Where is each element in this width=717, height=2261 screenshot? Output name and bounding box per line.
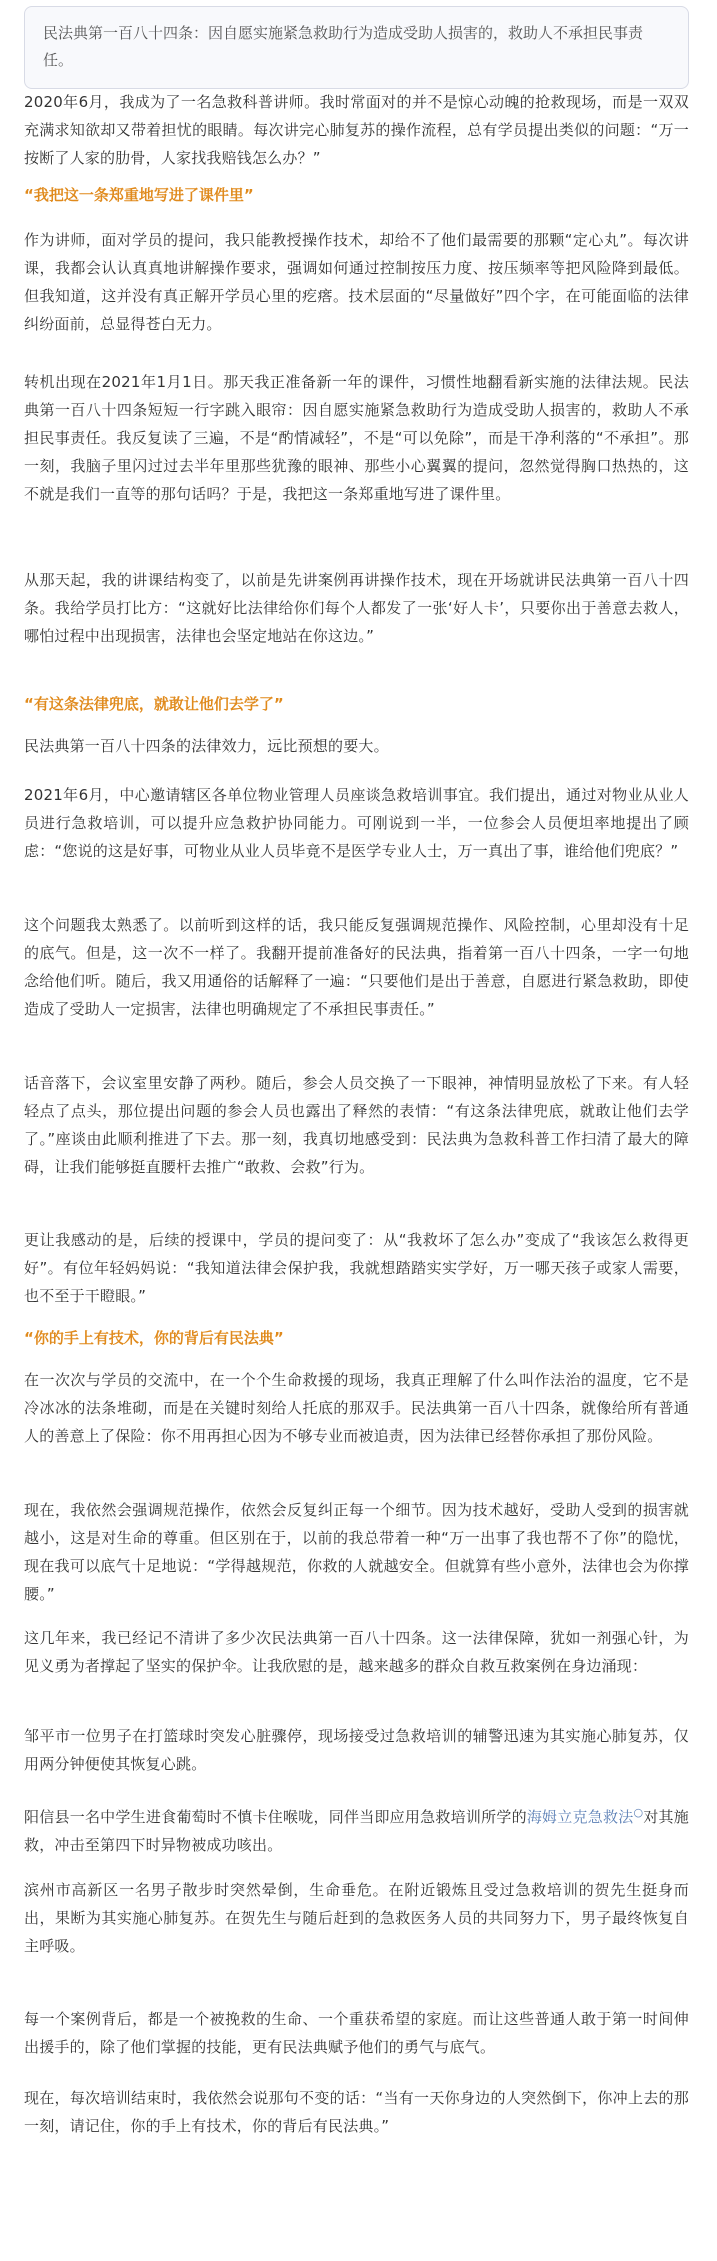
paragraph-text: 作为讲师，面对学员的提问，我只能教授操作技术，却给不了他们最需要的那颗“定心丸”。每次讲课，我都会认认真真地讲解操作要求，强调如何通过控制按压力度、按压频率等把风险降到最低。但我知道，这并没有真正解开学员心里的疙瘩。技术层面的“尽量做好”四个字，在可能面临的法律纠纷面前，总显得苍白无力。: [24, 231, 689, 333]
paragraph-16: [24, 2005, 689, 2061]
paragraph-13: [24, 1722, 689, 1778]
section-heading: “有这条法律兜底，就敢让他们去学了”: [24, 695, 284, 713]
paragraph-text: 现在，每次培训结束时，我依然会说那句不变的话：“当有一天你身边的人突然倒下，你冲上去的那一刻，请记住，你的手上有技术，你的背后有民法典。”: [24, 2089, 689, 2135]
paragraph-11: [24, 1496, 689, 1608]
paragraph-14: [24, 1799, 689, 1859]
section-heading: “你的手上有技术，你的背后有民法典”: [24, 1329, 284, 1347]
paragraph-text: 滨州市高新区一名男子散步时突然晕倒，生命垂危。在附近锻炼且受过急救培训的贺先生挺身而出，果断为其实施心肺复苏。在贺先生与随后赶到的急救医务人员的共同努力下，男子最终恢复自主呼吸。: [24, 1881, 689, 1955]
paragraph-text: 民法典第一百八十四条的法律效力，远比预想的要大。: [24, 737, 389, 755]
heimlich-link[interactable]: 海姆立克急救法: [526, 1808, 634, 1826]
paragraph-8: [24, 1069, 689, 1181]
paragraph-text: 更让我感动的是，后续的授课中，学员的提问变了：从“我救坏了怎么办”变成了“我该怎么救得更好”。有位年轻妈妈说：“我知道法律会保护我，我就想踏踏实实学好，万一哪天孩子或家人需要，也不至于干瞪眼。”: [24, 1231, 689, 1305]
paragraph-text: 2021年6月，中心邀请辖区各单位物业管理人员座谈急救培训事宜。我们提出，通过对物业从业人员进行急救培训，可以提升应急救护协同能力。可刚说到一半，一位参会人员便坦率地提出了顾虑：“您说的这是好事，可物业从业人员毕竟不是医学专业人士，万一真出了事，谁给他们兜底？”: [24, 786, 689, 860]
paragraph-text-after: 对其施救，冲击至第四下时异物被成功咳出。: [24, 1808, 689, 1854]
paragraph-text: 现在，我依然会强调规范操作，依然会反复纠正每一个细节。因为技术越好，受助人受到的损害就越小，这是对生命的尊重。但区别在于，以前的我总带着一种“万一出事了我也帮不了你”的隐忧，现在我可以底气十足地说：“学得越规范，你救的人就越安全。但就算有些小意外，法律也会为你撑腰。”: [24, 1501, 689, 1603]
paragraph-17: [24, 2084, 689, 2140]
paragraph-text: 这个问题我太熟悉了。以前听到这样的话，我只能反复强调规范操作、风险控制，心里却没有十足的底气。但是，这一次不一样了。我翻开提前准备好的民法典，指着第一百八十四条，一字一句地念给他们听。随后，我又用通俗的话解释了一遍：“只要他们是出于善意，自愿进行紧急救助，即使造成了受助人一定损害，法律也明确规定了不承担民事责任。”: [24, 916, 689, 1018]
section-heading-2: [24, 692, 689, 716]
paragraph-text: 邹平市一位男子在打篮球时突发心脏骤停，现场接受过急救培训的辅警迅速为其实施心肺复苏，仅用两分钟便使其恢复心跳。: [24, 1727, 689, 1773]
section-heading: “我把这一条郑重地写进了课件里”: [24, 186, 254, 204]
article: [0, 0, 717, 89]
paragraph-text: [24, 1799, 689, 1859]
paragraph-text-before: 阳信县一名中学生进食葡萄时不慎卡住喉咙，同伴当即应用急救培训所学的: [24, 1808, 527, 1826]
paragraph-10: [24, 1366, 689, 1450]
paragraph-7: [24, 911, 689, 1023]
paragraph-text: 2020年6月，我成为了一名急救科普讲师。我时常面对的并不是惊心动魄的抢救现场，而是一双双充满求知欲却又带着担忧的眼睛。每次讲完心肺复苏的操作流程，总有学员提出类似的问题：“万一按断了人家的肋骨，人家找我赔钱怎么办？”: [24, 93, 689, 167]
paragraph-3: [24, 368, 689, 508]
link-marker-icon: ○: [633, 1806, 644, 1819]
paragraph-2: [24, 226, 689, 338]
paragraph-text: 这几年来，我已经记不清讲了多少次民法典第一百八十四条。这一法律保障，犹如一剂强心针，为见义勇为者撑起了坚实的保护伞。让我欣慰的是，越来越多的群众自救互救案例在身边涌现：: [24, 1629, 689, 1675]
law-quote-text: 民法典第一百八十四条：因自愿实施紧急救助行为造成受助人损害的，救助人不承担民事责任。: [43, 24, 644, 69]
paragraph-4: [24, 566, 689, 650]
paragraph-1: [24, 88, 689, 172]
paragraph-6: [24, 781, 689, 865]
paragraph-text: 转机出现在2021年1月1日。那天我正准备新一年的课件，习惯性地翻看新实施的法律法规。民法典第一百八十四条短短一行字跳入眼帘：因自愿实施紧急救助行为造成受助人损害的，救助人不承担民事责任。我反复读了三遍，不是“酌情减轻”，不是“可以免除”，而是干净利落的“不承担”。那一刻，我脑子里闪过过去半年里那些犹豫的眼神、那些小心翼翼的提问，忽然觉得胸口热热的，这不就是我们一直等的那句话吗？于是，我把这一条郑重地写进了课件里。: [24, 373, 689, 503]
paragraph-text: 在一次次与学员的交流中，在一个个生命救援的现场，我真正理解了什么叫作法治的温度，它不是冷冰冰的法条堆砌，而是在关键时刻给人托底的那双手。民法典第一百八十四条，就像给所有普通人的善意上了保险：你不用再担心因为不够专业而被追责，因为法律已经替你承担了那份风险。: [24, 1371, 689, 1445]
law-quote-box: [24, 6, 689, 89]
paragraph-12: [24, 1624, 689, 1680]
paragraph-text: 从那天起，我的讲课结构变了，以前是先讲案例再讲操作技术，现在开场就讲民法典第一百八十四条。我给学员打比方：“这就好比法律给你们每个人都发了一张‘好人卡’，只要你出于善意去救人，哪怕过程中出现损害，法律也会坚定地站在你这边。”: [24, 571, 689, 645]
paragraph-5: [24, 732, 689, 760]
paragraph-text: 每一个案例背后，都是一个被挽救的生命、一个重获希望的家庭。而让这些普通人敢于第一时间伸出援手的，除了他们掌握的技能，更有民法典赋予他们的勇气与底气。: [24, 2010, 689, 2056]
paragraph-text: 话音落下，会议室里安静了两秒。随后，参会人员交换了一下眼神，神情明显放松了下来。有人轻轻点了点头，那位提出问题的参会人员也露出了释然的表情：“有这条法律兜底，就敢让他们去学了。”座谈由此顺利推进了下去。那一刻，我真切地感受到：民法典为急救科普工作扫清了最大的障碍，让我们能够挺直腰杆去推广“敢救、会救”行为。: [24, 1074, 689, 1176]
section-heading-3: [24, 1326, 689, 1350]
paragraph-15: [24, 1876, 689, 1960]
paragraph-9: [24, 1226, 689, 1310]
section-heading-1: [24, 183, 689, 207]
